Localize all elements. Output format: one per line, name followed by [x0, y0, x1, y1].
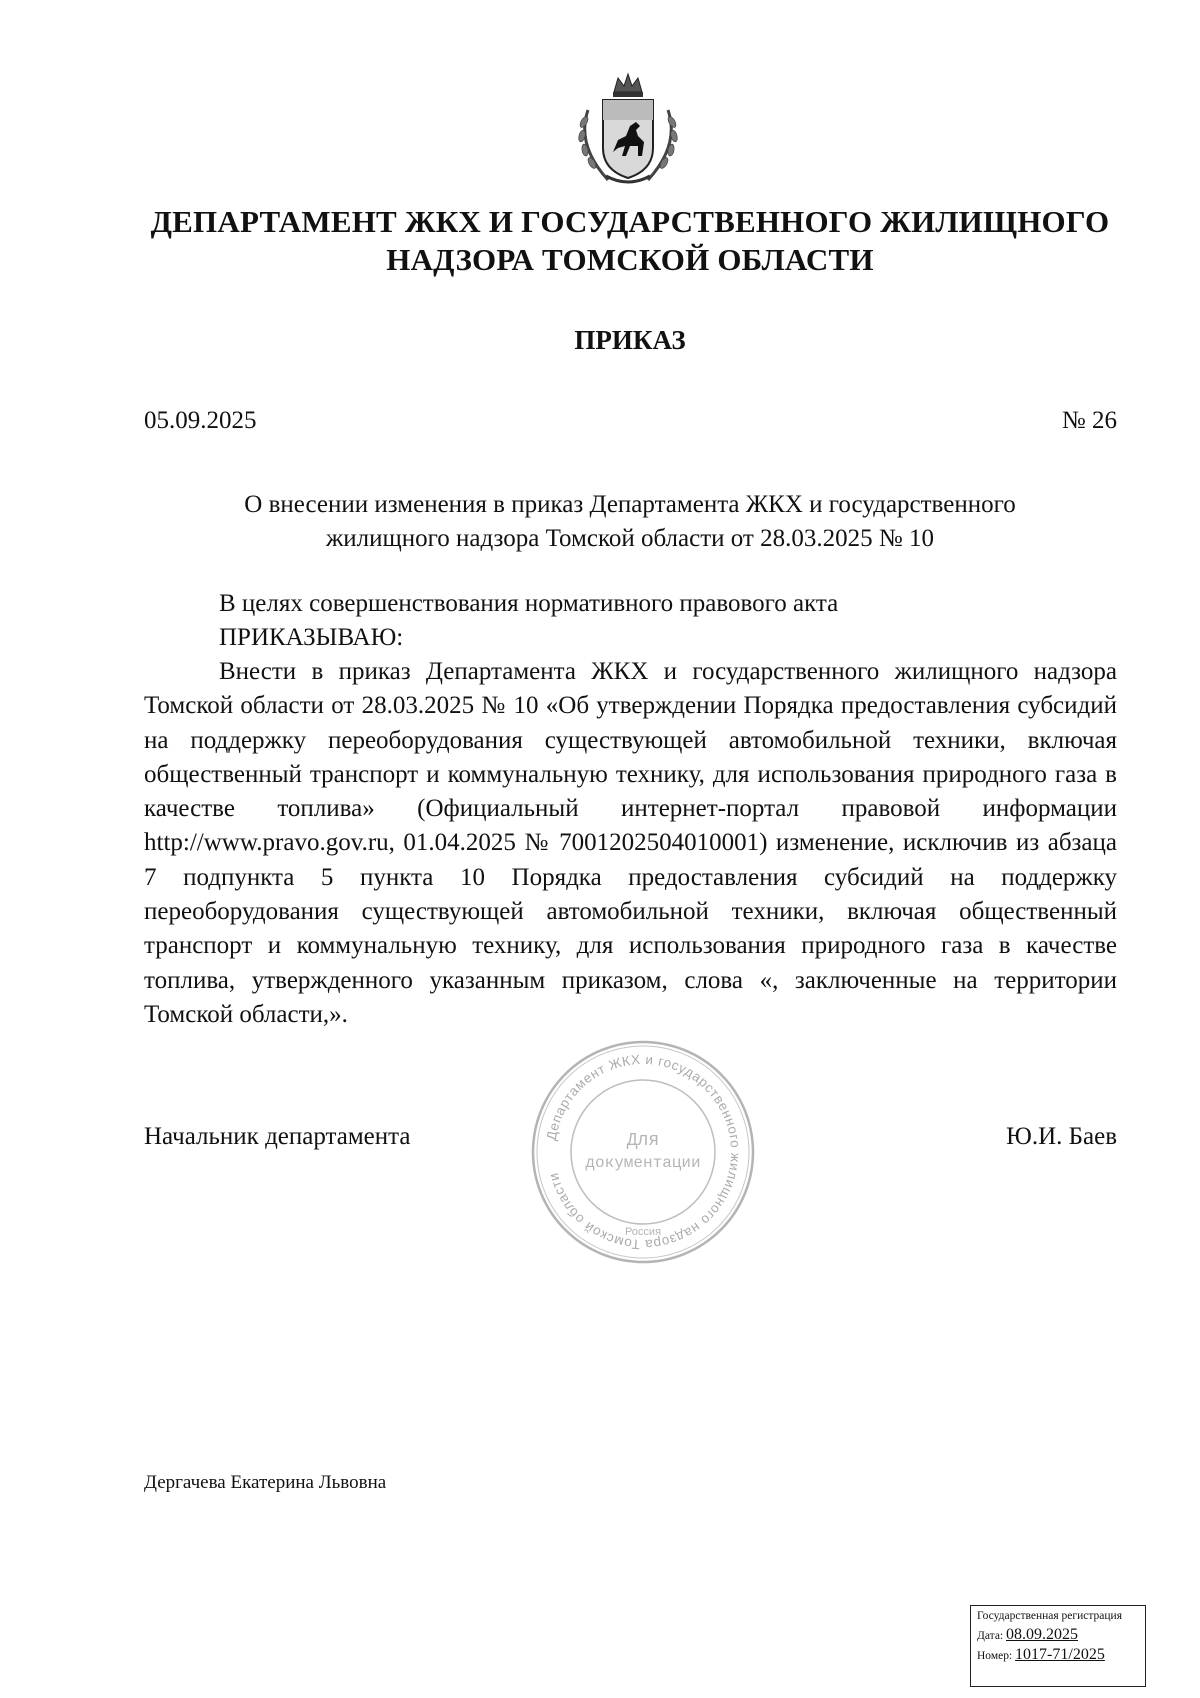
- order-date: 05.09.2025: [144, 407, 257, 434]
- order-number: № 26: [1061, 407, 1117, 434]
- official-seal-stamp: [528, 1037, 758, 1267]
- signatory-title: Начальник департамента: [144, 1123, 411, 1150]
- svg-text:Департамент ЖКХ и государствен: [544, 1052, 743, 1252]
- executor-name: Дергачева Екатерина Львовна: [144, 1472, 387, 1493]
- department-title-line1: ДЕПАРТАМЕНТ ЖКХ И ГОСУДАРСТВЕННОГО ЖИЛИЩНОГО: [150, 204, 1110, 239]
- seal-ring-text: Департамент ЖКХ и государственного жилищного надзора Томской области: [543, 1051, 744, 1253]
- order-body-paragraph: Внести в приказ Департамента ЖКХ и государственного жилищного надзора Томской области от 28.03.2025 № 10 «Об утверждении Порядка предоставления субсидий на поддержку переоборудования существующей автомобильной техники, включая общественный транспорт и коммунальную технику, для использования природного газа в качестве топлива» (Официальный интернет-портал правовой информации http://www.pravo.gov.ru, 01.04.2025 № 7001202504010001) изменение, исключив из абзаца 7 подпункта 5 пункта 10 Порядка предоставления субсидий на поддержку переоборудования существующей автомобильной техники, включая общественный транспорт и коммунальную технику, для использования природного газа в качестве топлива, утвержденного указанным приказом, слова «, заключенные на территории Томской области,».: [144, 658, 1117, 1028]
- registration-number-row: [977, 1647, 1139, 1664]
- order-subject: [160, 488, 1100, 556]
- department-title-line2: НАДЗОРА ТОМСКОЙ ОБЛАСТИ: [386, 242, 874, 277]
- registration-date-value: 08.09.2025: [1006, 1626, 1078, 1643]
- seal-center-line1: Для: [626, 1131, 660, 1151]
- registration-number-label: Номер:: [977, 1650, 1013, 1662]
- registration-number-value: 1017-71/2025: [1015, 1646, 1105, 1663]
- seal-bottom-text: Россия: [624, 1226, 662, 1238]
- order-keyword: ПРИКАЗЫВАЮ:: [219, 624, 404, 651]
- registration-date-label: Дата:: [977, 1630, 1004, 1642]
- seal-center-line2: документации: [585, 1154, 701, 1172]
- order-subject-line2: жилищного надзора Томской области от 28.03.2025 № 10: [326, 525, 934, 552]
- registration-heading: Государственная регистрация: [977, 1610, 1122, 1622]
- order-subject-line1: О внесении изменения в приказ Департамента ЖКХ и государственного: [244, 491, 1016, 518]
- registration-date-row: [977, 1627, 1139, 1644]
- document-type-title: ПРИКАЗ: [574, 325, 686, 355]
- preamble-text: В целях совершенствования нормативного правового акта: [219, 590, 839, 617]
- registration-box: [970, 1605, 1146, 1687]
- coat-of-arms-icon: [568, 70, 688, 188]
- signatory-name: Ю.И. Баев: [1006, 1123, 1117, 1150]
